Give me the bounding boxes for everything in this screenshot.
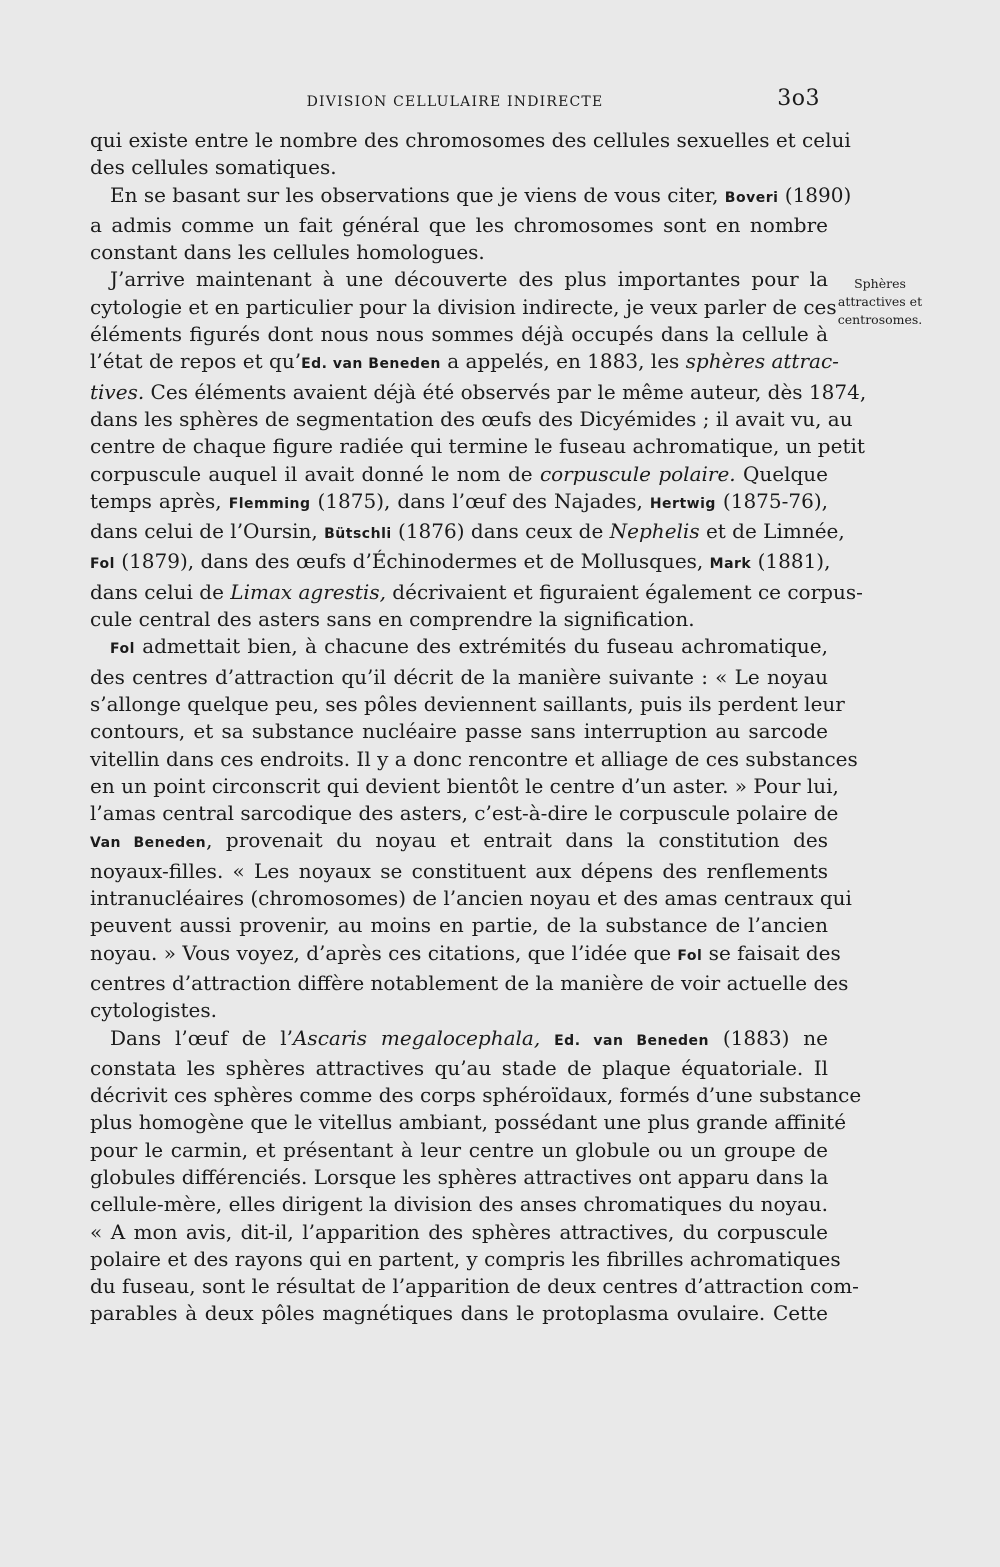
text-line: En se basant sur les observations que je viens de vous citer, Boveri (1890)	[110, 182, 852, 207]
paragraph	[90, 633, 858, 1024]
italic-term: Nephelis	[609, 519, 700, 544]
text-line: des cellules somatiques.	[90, 155, 337, 180]
text-line: cellule-mère, elles dirigent la division des anses chromatiques du noyau.	[90, 1192, 828, 1217]
italic-term: corpuscule polaire.	[539, 461, 736, 486]
running-head	[90, 86, 820, 120]
author-name: Ed. van Beneden	[554, 1032, 709, 1049]
text-line: centre de chaque figure radiée qui termine le fuseau achromatique, un petit	[90, 434, 865, 459]
text-line: « A mon avis, dit-il, l’apparition des sphères attractives, du corpuscule	[90, 1219, 828, 1244]
text-line: a admis comme un fait général que les chromosomes sont en nombre	[90, 212, 828, 237]
text-line: J’arrive maintenant à une découverte des plus importantes pour la	[110, 267, 828, 292]
italic-term: tives.	[90, 379, 145, 404]
author-name: Ed. van Beneden	[301, 356, 441, 373]
text-line: centres d’attraction diffère notablement de la manière de voir actuelle des	[90, 970, 849, 995]
running-title: DIVISION CELLULAIRE INDIRECTE	[306, 94, 604, 110]
text-line: constata les sphères attractives qu’au stade de plaque équatoriale. Il	[90, 1055, 828, 1080]
text-line: parables à deux pôles magnétiques dans le protoplasma ovulaire. Cette	[90, 1301, 828, 1326]
text-line: noyau. » Vous voyez, d’après ces citations, que l’idée que Fol se faisait des	[90, 940, 841, 965]
margin-note-line: attractives et	[837, 294, 923, 309]
text-line: corpuscule auquel il avait donné le nom de corpuscule polaire. Quelque	[90, 461, 828, 486]
text-line: noyaux-filles. « Les noyaux se constituent aux dépens des renflements	[90, 858, 828, 883]
text-line: dans les sphères de segmentation des œufs des Dicyémides ; il avait vu, au	[90, 406, 853, 431]
text-line: intranucléaires (chromosomes) de l’ancien noyau et des amas centraux qui	[90, 886, 852, 911]
text-line: cytologie et en particulier pour la division indirecte, je veux parler de ces	[90, 294, 837, 319]
text-line: l’état de repos et qu’Ed. van Beneden a appelés, en 1883, les sphères attrac-	[90, 349, 839, 374]
author-name: Fol	[677, 947, 703, 964]
author-name: Boveri	[724, 189, 779, 206]
author-name: Mark	[709, 556, 752, 573]
text-line: cytologistes.	[90, 998, 217, 1023]
text-line: vitellin dans ces endroits. Il y a donc rencontre et alliage de ces substances	[90, 746, 858, 771]
author-name: Flemming	[228, 495, 311, 512]
text-line: en un point circonscrit qui devient bientôt le centre d’un aster. » Pour lui,	[90, 773, 839, 798]
text-line: temps après, Flemming (1875), dans l’œuf des Najades, Hertwig (1875-76),	[90, 488, 828, 513]
text-line: tives. Ces éléments avaient déjà été observés par le même auteur, dès 1874,	[90, 379, 867, 404]
text-line: Fol (1879), dans des œufs d’Échinodermes et de Mollusques, Mark (1881),	[90, 549, 831, 574]
text-line: des centres d’attraction qu’il décrit de la manière suivante : « Le noyau	[90, 664, 828, 689]
text-line: dans celui de Limax agrestis, décrivaient et figuraient également ce corpus-	[90, 579, 863, 604]
paragraph	[90, 266, 867, 633]
body-text	[90, 127, 867, 1328]
margin-note-line: centrosomes.	[837, 312, 923, 327]
author-name: Bütschli	[324, 526, 392, 543]
text-line: Dans l’œuf de l’Ascaris megalocephala, Ed. van Beneden (1883) ne	[110, 1025, 828, 1050]
italic-term: Limax agrestis,	[230, 579, 386, 604]
text-line: Van Beneden, provenait du noyau et entrait dans la constitution des	[90, 828, 828, 853]
page-number: 3o3	[777, 86, 820, 111]
margin-note	[830, 275, 930, 329]
paragraph	[90, 127, 851, 182]
text-line: dans celui de l’Oursin, Bütschli (1876) dans ceux de Nephelis et de Limnée,	[90, 519, 845, 544]
text-line: globules différenciés. Lorsque les sphères attractives ont apparu dans la	[90, 1164, 829, 1189]
paragraph	[90, 182, 852, 267]
text-line: pour le carmin, et présentant à leur centre un globule ou un groupe de	[90, 1137, 828, 1162]
text-line: cule central des asters sans en comprendre la signification.	[90, 607, 695, 632]
text-line: s’allonge quelque peu, ses pôles deviennent saillants, puis ils perdent leur	[90, 691, 845, 716]
italic-term: sphères attrac-	[685, 349, 839, 374]
italic-term: Ascaris megalocephala,	[292, 1025, 541, 1050]
text-line: contours, et sa substance nucléaire passe sans interruption au sarcode	[90, 719, 828, 744]
text-line: du fuseau, sont le résultat de l’apparition de deux centres d’attraction com-	[90, 1274, 859, 1299]
text-line: peuvent aussi provenir, au moins en partie, de la substance de l’ancien	[90, 913, 828, 938]
author-name: Hertwig	[649, 495, 716, 512]
text-line: Fol admettait bien, à chacune des extrémités du fuseau achromatique,	[110, 634, 828, 659]
margin-note-line: Sphères	[854, 276, 906, 291]
text-line: éléments figurés dont nous nous sommes déjà occupés dans la cellule à	[90, 322, 828, 347]
paragraph	[90, 1025, 862, 1328]
author-name: Fol	[110, 641, 135, 658]
text-line: plus homogène que le vitellus ambiant, possédant une plus grande affinité	[90, 1110, 847, 1135]
text-line: polaire et des rayons qui en partent, y compris les fibrilles achromatiques	[90, 1246, 841, 1271]
author-name: Fol	[90, 556, 115, 573]
text-line: qui existe entre le nombre des chromosomes des cellules sexuelles et celui	[90, 128, 851, 152]
text-line: décrivit ces sphères comme des corps sphéroïdaux, formés d’une substance	[90, 1083, 862, 1108]
author-name: Van Beneden	[90, 835, 207, 852]
text-line: l’amas central sarcodique des asters, c’est-à-dire le corpuscule polaire de	[90, 801, 839, 826]
text-line: constant dans les cellules homologues.	[90, 240, 485, 265]
